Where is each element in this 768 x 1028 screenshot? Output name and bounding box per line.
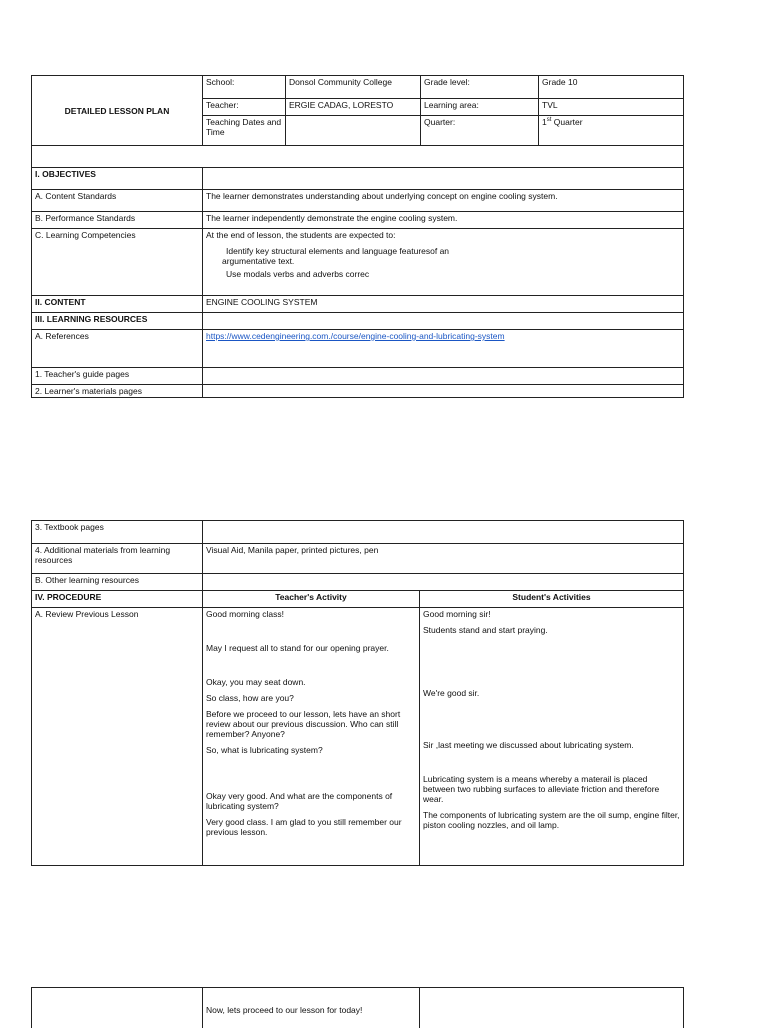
procedure-table: [31, 520, 684, 866]
teacher-line: Okay very good. And what are the components of lubricating system?: [206, 791, 393, 811]
procedure-label: IV. PROCEDURE: [32, 591, 203, 608]
student-line: Students stand and start praying.: [423, 625, 548, 635]
content-label: II. CONTENT: [32, 296, 203, 313]
performance-standards-value: The learner independently demonstrate the engine cooling system.: [203, 212, 684, 229]
teacher-line: So, what is lubricating system?: [206, 745, 323, 755]
content-value: ENGINE COOLING SYSTEM: [203, 296, 684, 313]
spacer-row: [32, 146, 684, 168]
quarter-value: 1st Quarter: [539, 116, 684, 146]
textbook-label: 3. Textbook pages: [32, 521, 203, 544]
area-label: Learning area:: [421, 99, 539, 116]
review-label: A. Review Previous Lesson: [32, 608, 203, 866]
references-link[interactable]: https://www.cedengineering.com./course/engine-cooling-and-lubricating-system: [206, 331, 505, 341]
student-activity-header: Student's Activities: [420, 591, 684, 608]
teacher-line: Now, lets proceed to our lesson for today!: [203, 988, 420, 1028]
dates-value: [286, 116, 421, 146]
learner-materials-label: 2. Learner's materials pages: [32, 385, 203, 398]
grade-value: Grade 10: [539, 76, 684, 99]
student-line: Good morning sir!: [423, 609, 491, 619]
content-standards-value: The learner demonstrates understanding about underlying concept on engine cooling system.: [203, 190, 684, 212]
other-resources-label: B. Other learning resources: [32, 574, 203, 591]
student-line: Sir ,last meeting we discussed about lubricating system.: [423, 740, 634, 750]
student-line: The components of lubricating system are the oil sump, engine filter, piston cooling nozzles, and oil lamp.: [423, 810, 680, 830]
teacher-activity-cell: [203, 608, 420, 866]
additional-materials-label: 4. Additional materials from learning resources: [32, 544, 203, 574]
grade-label: Grade level:: [421, 76, 539, 99]
objectives-label: I. OBJECTIVES: [32, 168, 203, 190]
additional-materials-value: Visual Aid, Manila paper, printed pictures, pen: [203, 544, 684, 574]
teacher-line: Good morning class!: [206, 609, 284, 619]
lesson-plan-header-table: [31, 75, 684, 398]
references-label: A. References: [32, 330, 203, 368]
teacher-line: Very good class. I am glad to you still remember our previous lesson.: [206, 817, 402, 837]
teacher-activity-header: Teacher's Activity: [203, 591, 420, 608]
procedure-table-continued: [31, 987, 684, 1028]
school-label: School:: [203, 76, 286, 99]
teacher-label: Teacher:: [203, 99, 286, 116]
learning-competencies-value: At the end of lesson, the students are expected to: Identify key structural elements and language featuresof an argumentative text. Use modals verbs and adverbs correc: [203, 229, 684, 296]
quarter-label: Quarter:: [421, 116, 539, 146]
learning-resources-label: III. LEARNING RESOURCES: [32, 313, 203, 330]
student-line: Lubricating system is a means whereby a materail is placed between two rubbing surfaces to alleviate friction and therefore wear.: [423, 774, 660, 804]
performance-standards-label: B. Performance Standards: [32, 212, 203, 229]
content-standards-label: A. Content Standards: [32, 190, 203, 212]
student-line: We're good sir.: [423, 688, 480, 698]
teacher-line: Before we proceed to our lesson, lets have an short review about our previous discussion. Who can still remember? Anyone?: [206, 709, 401, 739]
dates-label: Teaching Dates and Time: [203, 116, 286, 146]
teacher-guide-label: 1. Teacher's guide pages: [32, 368, 203, 385]
teacher-value: ERGIE CADAG, LORESTO: [286, 99, 421, 116]
learning-competencies-label: C. Learning Competencies: [32, 229, 203, 296]
teacher-line: May I request all to stand for our opening prayer.: [206, 643, 389, 653]
teacher-line: Okay, you may seat down.: [206, 677, 306, 687]
area-value: TVL: [539, 99, 684, 116]
document-title: DETAILED LESSON PLAN: [32, 76, 203, 146]
teacher-line: So class, how are you?: [206, 693, 294, 703]
school-value: Donsol Community College: [286, 76, 421, 99]
student-activity-cell: [420, 608, 684, 866]
